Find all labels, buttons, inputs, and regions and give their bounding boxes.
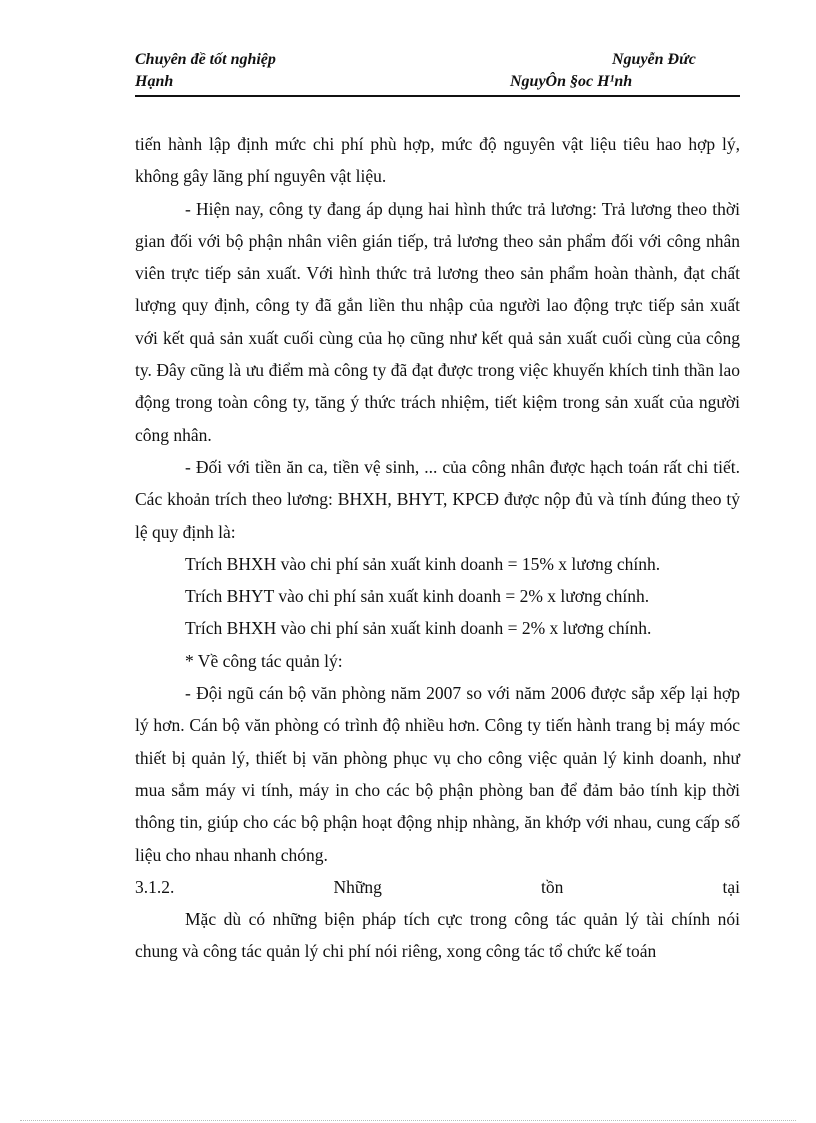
section-heading <box>135 871 740 903</box>
header-doc-type: Chuyên đề tốt nghiệp <box>135 51 276 68</box>
paragraph-allowances: - Đối với tiền ăn ca, tiền vệ sinh, ... của công nhân được hạch toán rất chi tiết. Các khoản trích theo lương: BHXH, BHYT, KPCĐ được nộp đủ và tính đúng theo tỷ lệ quy định là: <box>135 456 740 542</box>
paragraph-wages: - Hiện nay, công ty đang áp dụng hai hình thức trả lương: Trả lương theo thời gian đối với bộ phận nhân viên gián tiếp, trả lương theo sản phẩm đối với công nhân viên trực tiếp sản xuất. Với hình thức trả lương theo sản phẩm hoàn thành, đạt chất lượng quy định, công ty đã gắn liền thu nhập của người lao động trực tiếp sản xuất với kết quả sản xuất cuối cùng của họ cũng như kết quả sản xuất cuối cùng của công ty. Đây cũng là ưu điểm mà công ty đã đạt được trong việc khuyến khích tinh thần lao động trong toàn công ty, tăng ý thức trách nhiệm, tiết kiệm trong sản xuất của người công nhân. <box>135 198 740 445</box>
paragraph-office-staff: - Đội ngũ cán bộ văn phòng năm 2007 so với năm 2006 được sắp xếp lại hợp lý hơn. Cán bộ văn phòng có trình độ nhiều hơn. Công ty tiến hành trang bị máy móc thiết bị quản lý, thiết bị văn phòng phục vụ cho công việc quản lý kinh doanh, như mua sắm máy vi tính, máy in cho các bộ phận phòng ban để đảm bảo tính kịp thời thông tin, giúp cho các bộ phận hoạt động nhịp nhàng, ăn khớp với nhau, cung cấp số liệu cho nhau nhanh chóng. <box>135 683 740 865</box>
formula-bhxh-2: Trích BHXH vào chi phí sản xuất kinh doanh = 2% x lương chính. <box>185 618 652 639</box>
paragraph-1: tiến hành lập định mức chi phí phù hợp, mức độ nguyên vật liệu tiêu hao hợp lý, không gây lãng phí nguyên vật liệu. <box>135 134 740 187</box>
header-author-garbled: NguyÔn §oc H¹nh <box>510 73 633 90</box>
header-author-line1: Nguyễn Đức <box>612 51 696 68</box>
page-header <box>135 50 740 97</box>
section-word-1: Những <box>333 876 382 897</box>
header-author-line2: Hạnh <box>135 73 174 90</box>
section-number: 3.1.2. <box>135 876 175 897</box>
page-bottom-rule <box>20 1120 796 1121</box>
document-body <box>135 128 740 968</box>
formula-bhxh: Trích BHXH vào chi phí sản xuất kinh doanh = 15% x lương chính. <box>185 553 661 574</box>
section-word-2: tồn <box>541 876 564 897</box>
section-word-3: tại <box>722 876 740 897</box>
management-note: * Về công tác quản lý: <box>185 650 343 671</box>
paragraph-limitations: Mặc dù có những biện pháp tích cực trong công tác quản lý tài chính nói chung và công tác quản lý chi phí nói riêng, xong công tác tổ chức kế toán <box>135 909 740 962</box>
formula-bhyt: Trích BHYT vào chi phí sản xuất kinh doanh = 2% x lương chính. <box>185 586 650 607</box>
